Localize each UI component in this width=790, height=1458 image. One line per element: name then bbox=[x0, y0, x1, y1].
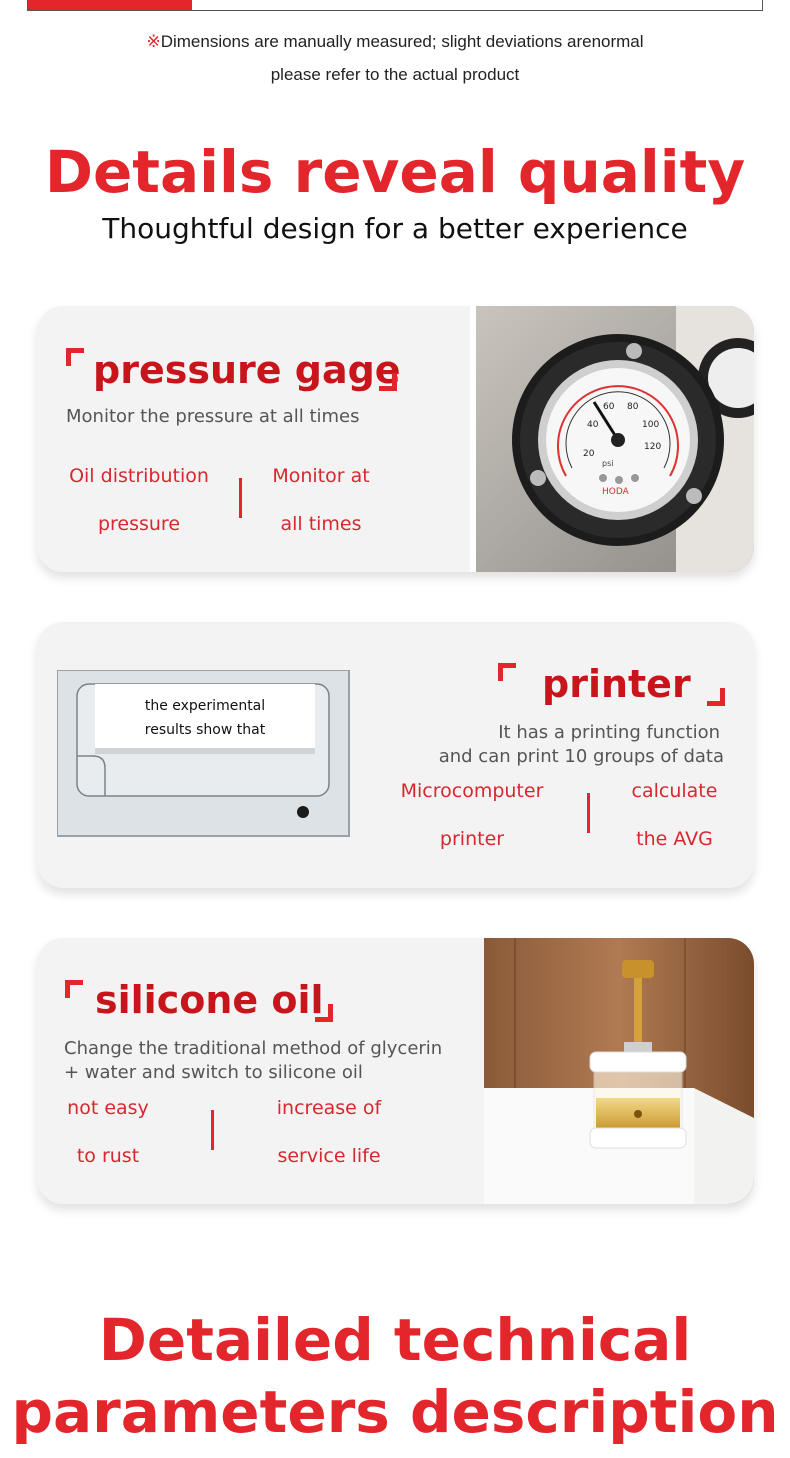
feature-oil-distribution bbox=[59, 452, 219, 548]
svg-text:60: 60 bbox=[603, 402, 615, 412]
card-desc-line-1: It has a printing function bbox=[498, 722, 720, 743]
dimension-note bbox=[0, 32, 790, 52]
card-desc bbox=[439, 721, 724, 769]
svg-text:80: 80 bbox=[627, 402, 639, 412]
feature-card-printer bbox=[37, 622, 754, 888]
feature-line-1: increase of bbox=[276, 1097, 382, 1119]
card-desc bbox=[64, 1037, 442, 1085]
feature-line-1: Oil distribution bbox=[69, 465, 209, 487]
corner-bracket-top-left bbox=[498, 663, 516, 681]
card-desc-line-1: Change the traditional method of glycerin bbox=[64, 1038, 443, 1059]
feature-divider bbox=[239, 478, 242, 518]
feature-line-1: Microcomputer bbox=[400, 780, 544, 802]
feature-line-2: pressure bbox=[97, 513, 181, 535]
feature-calculate-avg bbox=[617, 767, 732, 863]
note-line-1: Dimensions are manually measured; slight deviations arenormal bbox=[160, 32, 644, 51]
card-title: pressure gage bbox=[93, 348, 401, 392]
svg-text:120: 120 bbox=[644, 442, 662, 452]
feature-line-2: all times bbox=[280, 513, 362, 535]
corner-bracket-bottom-right bbox=[315, 1004, 333, 1022]
feature-service-life bbox=[267, 1084, 391, 1180]
top-table-red-cell bbox=[28, 0, 192, 10]
top-table-edge bbox=[27, 0, 763, 11]
corner-bracket-top-left bbox=[66, 348, 84, 366]
hero-subtitle: Thoughtful design for a better experience bbox=[102, 212, 688, 245]
tech-params-heading bbox=[0, 1304, 790, 1448]
feature-line-1: calculate bbox=[631, 780, 718, 802]
silicone-oil-photo bbox=[484, 938, 754, 1204]
feature-divider bbox=[211, 1110, 214, 1150]
card-desc: Monitor the pressure at all times bbox=[66, 406, 360, 427]
svg-text:100: 100 bbox=[642, 420, 660, 430]
feature-divider bbox=[587, 793, 590, 833]
tech-params-heading-line-1: Detailed technical bbox=[98, 1306, 692, 1374]
feature-line-1: not easy bbox=[67, 1097, 149, 1119]
feature-line-2: the AVG bbox=[636, 828, 713, 850]
gauge-brand: HODA bbox=[602, 487, 629, 497]
feature-not-easy-to-rust bbox=[53, 1084, 163, 1180]
printer-paper-line-2: results show that bbox=[144, 722, 266, 738]
card-desc-line-2: + water and switch to silicone oil bbox=[64, 1062, 363, 1083]
feature-line-1: Monitor at bbox=[272, 465, 370, 487]
feature-microcomputer bbox=[392, 767, 552, 863]
pressure-gauge-photo bbox=[470, 306, 754, 572]
corner-bracket-top-left bbox=[65, 980, 83, 998]
note-line-2: please refer to the actual product bbox=[270, 65, 520, 84]
printer-paper-line-1: the experimental bbox=[144, 698, 266, 714]
note-mark: ※ bbox=[146, 32, 161, 51]
card-title: silicone oil bbox=[95, 978, 324, 1022]
corner-bracket-bottom-right bbox=[707, 688, 725, 706]
tech-params-heading-line-2: parameters description bbox=[11, 1378, 779, 1446]
feature-line-2: printer bbox=[439, 828, 505, 850]
feature-line-2: service life bbox=[277, 1145, 381, 1167]
feature-line-2: to rust bbox=[76, 1145, 140, 1167]
feature-card-silicone-oil bbox=[37, 938, 754, 1204]
gauge-unit: psi bbox=[602, 459, 614, 468]
card-desc-line-2: and can print 10 groups of data bbox=[438, 746, 724, 767]
feature-monitor bbox=[251, 452, 391, 548]
svg-text:20: 20 bbox=[583, 449, 595, 459]
corner-bracket-bottom-right bbox=[379, 373, 397, 391]
feature-card-pressure-gage bbox=[37, 306, 754, 572]
card-title: printer bbox=[542, 662, 691, 706]
printer-illustration bbox=[57, 670, 351, 838]
hero-title: Details reveal quality bbox=[44, 138, 746, 206]
svg-text:40: 40 bbox=[587, 420, 599, 430]
